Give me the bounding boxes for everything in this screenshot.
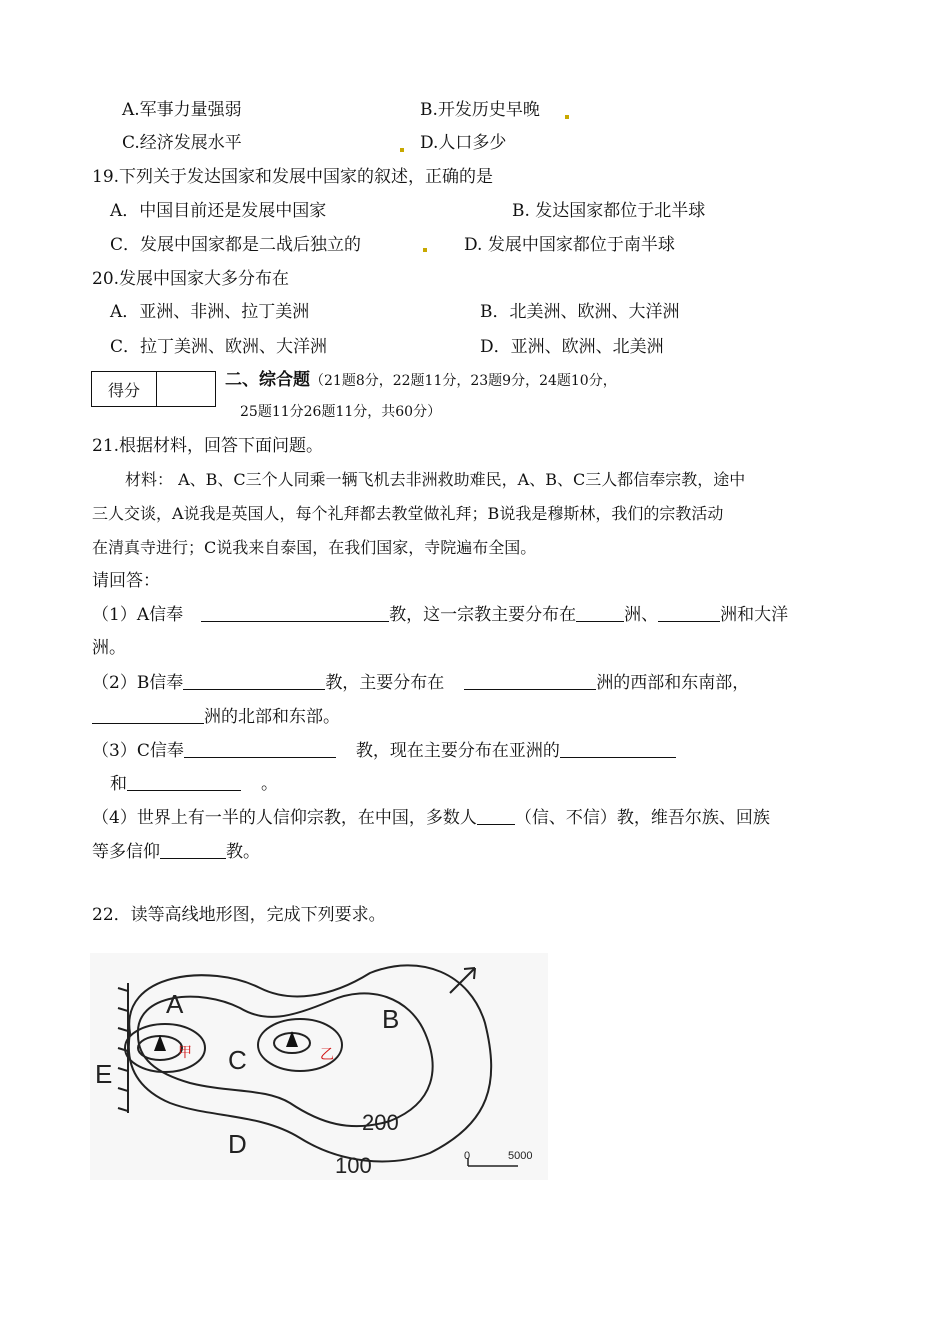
q21-answer-prompt: 请回答：: [92, 571, 160, 591]
q18-option-b: B.开发历史早晚: [420, 100, 540, 120]
q20-option-d: D．亚洲、欧洲、北美洲: [480, 337, 664, 357]
label-contour-200: 200: [362, 1110, 399, 1135]
q21-part-1: [92, 603, 788, 626]
q21-part-4-text: （4）世界上有一半的人信仰宗教，在中国，多数人: [92, 808, 477, 828]
label-scale-5000: 5000: [508, 1150, 533, 1162]
q21-blank-5[interactable]: [464, 671, 596, 690]
q21-stem: 21.根据材料，回答下面问题。: [92, 436, 324, 456]
q21-part-3-text: 。: [261, 774, 278, 794]
label-e: E: [95, 1059, 113, 1089]
q21-part-4: [92, 806, 770, 829]
scan-dot: [400, 148, 404, 152]
q21-part-3: [92, 739, 676, 762]
q21-blank-3[interactable]: [658, 603, 720, 622]
q21-part-3-cont: [110, 772, 278, 795]
score-field[interactable]: [157, 372, 216, 407]
label-b: B: [382, 1004, 400, 1034]
q19-option-a: A．中国目前还是发展中国家: [110, 201, 327, 221]
q21-blank-9[interactable]: [127, 772, 241, 791]
section2-points-2: 25题11分26题11分，共60分）: [240, 404, 442, 420]
q21-part-2: [92, 671, 749, 694]
q18-option-d: D.人口多少: [420, 133, 507, 153]
q21-blank-10[interactable]: [477, 806, 515, 825]
scan-dot: [565, 115, 569, 119]
q21-blank-6[interactable]: [92, 705, 204, 724]
q22-stem: 22．读等高线地形图，完成下列要求。: [92, 905, 386, 925]
q21-part-1-text: 洲和大洋: [720, 605, 789, 625]
q21-blank-2[interactable]: [576, 603, 624, 622]
section2-points-1: （21题8分，22题11分，23题9分，24题10分，: [310, 373, 617, 389]
q21-blank-7[interactable]: [184, 739, 336, 758]
q21-blank-4[interactable]: [183, 671, 325, 690]
q19-option-c: C．发展中国家都是二战后独立的: [110, 235, 362, 255]
q21-part-2-text: 洲的西部和东南部，: [596, 673, 750, 693]
q21-part-1-cont: 洲。: [92, 638, 126, 658]
q21-part-3-text: 教，现在主要分布在亚洲的: [355, 741, 560, 761]
q21-part-3-text: （3）C信奉: [92, 741, 184, 761]
q21-part-4-cont: [92, 840, 260, 863]
label-c: C: [228, 1045, 247, 1075]
q21-part-2-text: （2）B信奉: [92, 673, 184, 693]
contour-map: [90, 953, 548, 1180]
label-scale-0: 0: [464, 1150, 471, 1162]
q21-material-line-1: 材料： A、B、C三个人同乘一辆飞机去非洲救助难民，A、B、C三人都信奉宗教，途中: [125, 470, 746, 489]
section2-heading: [225, 369, 617, 392]
scan-dot: [423, 248, 427, 252]
q21-part-4-text: 等多信仰: [92, 842, 160, 862]
q21-part-4-text: 教。: [226, 842, 260, 862]
q18-option-c: C.经济发展水平: [122, 133, 242, 153]
label-peak-yi: 乙: [320, 1047, 334, 1063]
q21-part-1-text: 教，这一宗教主要分布在: [389, 605, 577, 625]
q19-stem: 19.下列关于发达国家和发展中国家的叙述，正确的是: [92, 167, 494, 187]
q21-material-line-3: 在清真寺进行；C说我来自泰国，在我们国家，寺院遍布全国。: [92, 538, 537, 557]
q20-option-c: C．拉丁美洲、欧洲、大洋洲: [110, 337, 328, 357]
q21-part-1-text: （1）A信奉: [92, 605, 184, 625]
q21-part-1-text: 洲、: [624, 605, 659, 625]
q19-option-b: B. 发达国家都位于北半球: [512, 201, 706, 221]
q19-option-d: D. 发展中国家都位于南半球: [464, 235, 675, 255]
map-background: [90, 953, 548, 1180]
label-peak-jia: 甲: [178, 1045, 192, 1061]
q21-part-4-text: （信、不信）教，维吾尔族、回族: [514, 808, 770, 828]
q20-option-b: B．北美洲、欧洲、大洋洲: [480, 302, 680, 322]
q21-blank-8[interactable]: [560, 739, 676, 758]
label-d: D: [228, 1129, 247, 1159]
q21-blank-1[interactable]: [201, 603, 389, 622]
q18-option-a: A.军事力量强弱: [122, 100, 242, 120]
score-box: [91, 371, 216, 407]
score-label: 得分: [92, 372, 157, 407]
q21-part-2-text: 教，主要分布在: [325, 673, 445, 693]
q21-part-2-cont: [92, 705, 340, 728]
label-contour-100: 100: [335, 1153, 372, 1178]
section2-title: 二、综合题: [225, 370, 310, 390]
q21-part-2-text: 洲的北部和东部。: [204, 707, 340, 727]
q20-option-a: A．亚洲、非洲、拉丁美洲: [110, 302, 310, 322]
q20-stem: 20.发展中国家大多分布在: [92, 269, 290, 289]
q21-material-line-2: 三人交谈，A说我是英国人，每个礼拜都去教堂做礼拜；B说我是穆斯林，我们的宗教活动: [92, 504, 724, 523]
q21-part-3-text: 和: [110, 774, 127, 794]
label-a: A: [166, 989, 184, 1019]
q21-blank-11[interactable]: [160, 840, 226, 859]
